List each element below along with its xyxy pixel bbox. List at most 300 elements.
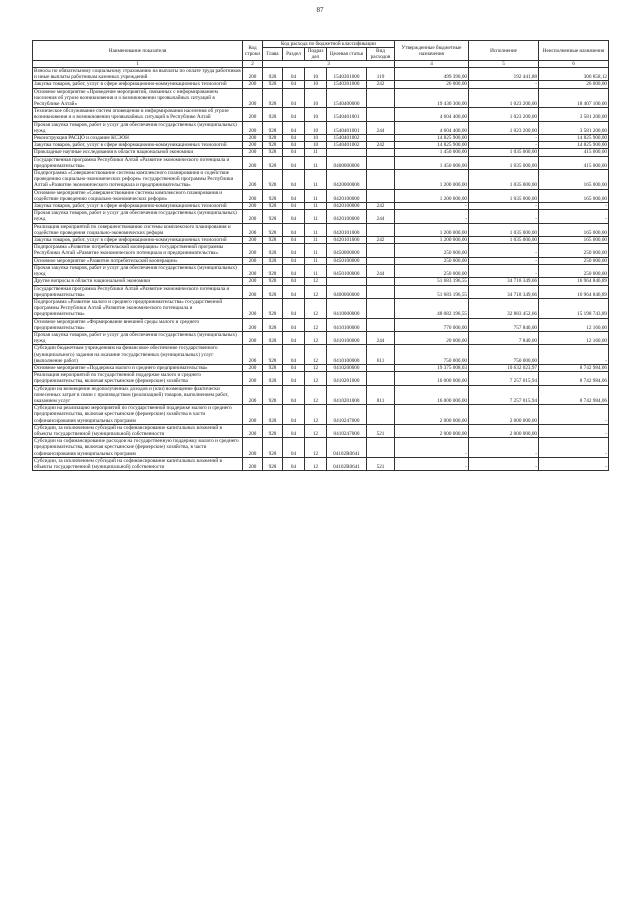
row-approved: 250 000,00 [395,244,469,257]
row-unexecuted: 3 581 200,00 [539,121,609,134]
row-unexecuted: 3 581 200,00 [539,108,609,121]
table-row [33,244,609,257]
row-podrazdel: 12 [305,438,327,458]
row-line-code: 200 [243,438,263,458]
row-executed: - [469,81,539,88]
row-line-code: 200 [243,149,263,156]
row-approved: 1 450 000,00 [395,156,469,169]
row-approved: 1 200 000,00 [395,170,469,190]
table-row [33,142,609,149]
row-expense-type: 244 [367,264,395,277]
row-name: Основное мероприятие «Совершенствование системы комплексного планирования и содействие проведению социально-экономических реформ» [33,189,243,202]
row-razdel: 04 [283,318,305,331]
row-razdel: 04 [283,189,305,202]
row-name: Государственная программа Республики Алтай «Развитие экономического потенциала и предпринимательства» [33,156,243,169]
row-expense-type [367,170,395,190]
table-row [33,364,609,371]
row-name: Государственная программа Республики Алтай «Развитие экономического потенциала и предпринимательства» [33,285,243,298]
row-unexecuted: - [539,345,609,365]
row-executed: 7 257 015,94 [469,372,539,385]
row-name: Реализация мероприятий по государственной поддержке малого и среднего предпринимательства, включая крестьянские (фермерские) хозяйства [33,372,243,385]
row-executed: - [469,210,539,223]
row-target: 1540401002 [327,135,367,142]
row-expense-type [367,318,395,331]
row-expense-type: 242 [367,237,395,244]
row-name: Реконструкция РАСЦО и создание КСЭОН [33,135,243,142]
row-podrazdel: 10 [305,68,327,81]
row-glava: 928 [263,278,283,285]
row-glava: 928 [263,457,283,470]
row-razdel: 04 [283,237,305,244]
row-razdel: 04 [283,121,305,134]
row-name: Закупка товаров, работ, услуг в сфере информационно-коммуникационных технологий [33,203,243,210]
column-number: 1 [33,61,243,68]
row-expense-type [367,405,395,425]
row-unexecuted: - [539,405,609,425]
row-expense-type [367,438,395,458]
row-podrazdel: 12 [305,345,327,365]
header-line-code: Код строки [243,41,263,61]
table-row [33,372,609,385]
row-unexecuted: 8 742 984,06 [539,385,609,405]
header-target: Целевая статья [327,48,367,61]
row-target: 0410201000 [327,385,367,405]
row-name: Прочая закупка товаров, работ и услуг для обеспечения государственных (муниципальных) нужд [33,264,243,277]
row-executed: 34 718 349,66 [469,278,539,285]
row-expense-type: 244 [367,210,395,223]
row-approved: 4 604 400,00 [395,121,469,134]
row-executed: 2 000 000,00 [469,405,539,425]
row-unexecuted: 16 964 846,89 [539,285,609,298]
row-target: 04102R0641 [327,457,367,470]
row-podrazdel: 11 [305,210,327,223]
row-target: 1540401002 [327,142,367,149]
row-unexecuted: 16 964 846,89 [539,278,609,285]
row-line-code: 200 [243,457,263,470]
row-name: Закупка товаров, работ, услуг в сфере информационно-коммуникационных технологий [33,142,243,149]
row-glava: 928 [263,264,283,277]
row-expense-type: 244 [367,121,395,134]
row-approved: 14 825 900,00 [395,142,469,149]
row-executed: 7 840,00 [469,331,539,344]
row-executed: - [469,457,539,470]
row-podrazdel: 11 [305,264,327,277]
table-row [33,257,609,264]
row-podrazdel: 11 [305,156,327,169]
row-name: Другие вопросы в области национальной экономики [33,278,243,285]
row-executed: - [469,135,539,142]
row-name: Основное мероприятие «Формирование внешней среды малого и среднего предпринимательства» [33,318,243,331]
row-target: 04102R0641 [327,438,367,458]
header-glava: Глава [263,48,283,61]
row-executed: 1 035 000,00 [469,170,539,190]
table-row [33,88,609,108]
header-classification: Код расхода по бюджетной классификации [263,41,395,48]
row-name: Прикладные научные исследования в области национальной экономики [33,149,243,156]
row-line-code: 200 [243,331,263,344]
table-row [33,438,609,458]
row-approved: 19 430 300,00 [395,88,469,108]
row-razdel: 04 [283,298,305,318]
row-unexecuted: 8 742 984,06 [539,364,609,371]
row-expense-type [367,189,395,202]
row-expense-type [367,244,395,257]
row-podrazdel: 12 [305,457,327,470]
row-approved: 1 200 000,00 [395,237,469,244]
row-name: Подпрограмма «Развитие потребительской кооперации» государственной программы Республики Алтай «Развитие экономического потенциала и предпринимательства» [33,244,243,257]
row-expense-type [367,364,395,371]
row-target: 0450100000 [327,257,367,264]
row-razdel: 04 [283,156,305,169]
row-unexecuted: 26 000,00 [539,81,609,88]
row-unexecuted: - [539,424,609,437]
row-glava: 928 [263,142,283,149]
row-target: 1540301000 [327,81,367,88]
row-razdel: 04 [283,457,305,470]
row-executed: 32 883 452,66 [469,298,539,318]
row-unexecuted: 8 742 984,06 [539,372,609,385]
row-unexecuted: - [539,203,609,210]
row-target: 1540400000 [327,88,367,108]
row-line-code: 200 [243,385,263,405]
row-expense-type: 244 [367,331,395,344]
row-glava: 928 [263,170,283,190]
row-target: 0410000000 [327,298,367,318]
header-expense-type: Вид расходов [367,48,395,61]
row-line-code: 200 [243,142,263,149]
column-numbers-row [33,61,609,68]
row-executed: 1 035 000,00 [469,149,539,156]
row-glava: 928 [263,223,283,236]
row-podrazdel: 11 [305,244,327,257]
row-line-code: 200 [243,405,263,425]
row-glava: 928 [263,372,283,385]
row-executed: 1 035 000,00 [469,156,539,169]
row-expense-type [367,156,395,169]
row-podrazdel: 12 [305,285,327,298]
row-name: Субсидии бюджетным учреждениям на финансовое обеспечение государственного (муниципального) задания на оказание государственных (муниципальных) услуг (выполнение работ) [33,345,243,365]
row-approved: 16 000 000,00 [395,372,469,385]
table-row [33,345,609,365]
row-podrazdel: 12 [305,278,327,285]
row-razdel: 04 [283,170,305,190]
column-number: 3 [263,61,395,68]
row-line-code: 200 [243,88,263,108]
row-glava: 928 [263,257,283,264]
row-line-code: 200 [243,68,263,81]
row-razdel: 04 [283,149,305,156]
row-podrazdel: 12 [305,372,327,385]
row-razdel: 04 [283,345,305,365]
row-line-code: 200 [243,121,263,134]
row-unexecuted: 12 160,00 [539,331,609,344]
row-executed: 1 023 200,00 [469,108,539,121]
row-line-code: 200 [243,81,263,88]
row-approved: 26 000,00 [395,81,469,88]
header-razdel: Раздел [283,48,305,61]
row-line-code: 200 [243,345,263,365]
row-line-code: 200 [243,278,263,285]
row-podrazdel: 12 [305,385,327,405]
row-razdel: 04 [283,385,305,405]
row-approved: 20 000,00 [395,331,469,344]
row-approved: 250 000,00 [395,264,469,277]
row-executed: - [469,257,539,264]
row-unexecuted: 250 000,00 [539,257,609,264]
row-glava: 928 [263,203,283,210]
table-row [33,170,609,190]
row-podrazdel: 12 [305,331,327,344]
row-approved: 14 825 900,00 [395,135,469,142]
row-target: 0410200000 [327,364,367,371]
row-approved: 51 683 196,55 [395,285,469,298]
row-line-code: 200 [243,298,263,318]
table-row [33,203,609,210]
row-name: Реализация мероприятий по совершенствованию системы комплексного планирования и содействие проведения социально-экономических реформ [33,223,243,236]
row-name: Субсидии, за исключением субсидий на софинансирование капитальных вложений в объекты государственной (муниципальной) собственности [33,424,243,437]
row-line-code: 200 [243,264,263,277]
row-podrazdel: 11 [305,170,327,190]
row-glava: 928 [263,189,283,202]
row-executed: 7 257 015,94 [469,385,539,405]
row-executed: 1 035 000,00 [469,237,539,244]
row-glava: 928 [263,108,283,121]
row-unexecuted: - [539,457,609,470]
row-approved: - [395,457,469,470]
row-razdel: 04 [283,142,305,149]
table-row [33,81,609,88]
row-unexecuted: 165 000,00 [539,170,609,190]
row-podrazdel: 10 [305,88,327,108]
row-line-code: 200 [243,189,263,202]
row-name: Субсидии, за исключением субсидий на софинансирование капитальных вложений в объекты государственной (муниципальной) собственности [33,457,243,470]
row-name: Основное мероприятие «Проведение мероприятий, связанных с информированием населения об угрозе возникновения и о возникновении чрезвычайных ситуаций в Республике Алтай» [33,88,243,108]
row-approved: 2 000 000,00 [395,424,469,437]
row-target: 0420101000 [327,223,367,236]
table-row [33,68,609,81]
row-glava: 928 [263,438,283,458]
row-approved: 499 390,00 [395,68,469,81]
row-glava: 928 [263,385,283,405]
table-row [33,298,609,318]
row-unexecuted: 250 000,00 [539,244,609,257]
table-row [33,385,609,405]
row-expense-type [367,135,395,142]
table-row [33,108,609,121]
row-expense-type [367,149,395,156]
row-expense-type [367,298,395,318]
row-target [327,278,367,285]
row-executed: 1 035 000,00 [469,189,539,202]
row-name: Субсидии на возмещение недополученных доходов и (или) возмещение фактически понесенных затрат в связи с производством (реализацией) товаров, выполнением работ, оказанием услуг [33,385,243,405]
budget-execution-table [32,40,609,471]
row-podrazdel: 12 [305,318,327,331]
row-podrazdel: 11 [305,189,327,202]
row-glava: 928 [263,135,283,142]
row-name: Субсидии на софинансирование расходов на государственную поддержку малого и среднего предпринимательства, включая крестьянские (фермерские) хозяйства, в части софинансирования муниципальных программ [33,438,243,458]
row-glava: 928 [263,318,283,331]
row-razdel: 04 [283,257,305,264]
row-glava: 928 [263,244,283,257]
row-target: 0420101000 [327,237,367,244]
row-approved: 19 375 008,03 [395,364,469,371]
row-unexecuted: - [539,210,609,223]
row-razdel: 04 [283,135,305,142]
row-podrazdel: 12 [305,298,327,318]
row-target [327,149,367,156]
row-name: Закупка товаров, работ, услуг в сфере информационно-коммуникационных технологий [33,81,243,88]
row-glava: 928 [263,88,283,108]
row-unexecuted: 18 407 100,00 [539,88,609,108]
row-razdel: 04 [283,210,305,223]
row-expense-type: 811 [367,385,395,405]
row-executed: - [469,244,539,257]
header-executed: Исполнение [469,41,539,61]
row-approved: - [395,203,469,210]
column-number: 6 [539,61,609,68]
header-approved: Утвержденные бюджетные назначения [395,41,469,61]
row-unexecuted: 415 000,00 [539,149,609,156]
row-razdel: 04 [283,203,305,210]
row-glava: 928 [263,364,283,371]
row-target: 0410247000 [327,424,367,437]
row-line-code: 200 [243,257,263,264]
row-glava: 928 [263,68,283,81]
row-expense-type: 242 [367,81,395,88]
table-row [33,331,609,344]
row-glava: 928 [263,156,283,169]
row-podrazdel: 11 [305,237,327,244]
column-number: 2 [243,61,263,68]
row-approved: 16 000 000,00 [395,385,469,405]
row-target: 0420100000 [327,189,367,202]
row-line-code: 200 [243,135,263,142]
row-name: Основное мероприятие «Развитие потребительской кооперации» [33,257,243,264]
row-razdel: 04 [283,364,305,371]
row-expense-type [367,285,395,298]
row-podrazdel: 10 [305,142,327,149]
row-razdel: 04 [283,244,305,257]
row-target: 0420100000 [327,203,367,210]
row-glava: 928 [263,405,283,425]
row-executed: - [469,142,539,149]
row-line-code: 200 [243,156,263,169]
row-target: 0450100000 [327,264,367,277]
table-row [33,223,609,236]
row-target: 0410201000 [327,372,367,385]
row-podrazdel: 12 [305,424,327,437]
table-row [33,210,609,223]
row-glava: 928 [263,149,283,156]
row-executed: 10 632 023,97 [469,364,539,371]
column-number: 4 [395,61,469,68]
row-executed: - [469,203,539,210]
row-name: Взносы по обязательному социальному страхованию на выплаты по оплате труда работников и иные выплаты работникам казенных учреждений [34,68,241,81]
row-approved: 1 450 000,00 [395,149,469,156]
row-executed: - [469,264,539,277]
row-executed: 1 023 200,00 [469,88,539,108]
row-podrazdel: 12 [305,405,327,425]
row-target: 0420000000 [327,170,367,190]
row-expense-type [367,372,395,385]
row-unexecuted: 165 000,00 [539,237,609,244]
row-target: 0410100000 [327,345,367,365]
row-expense-type: 611 [367,345,395,365]
row-glava: 928 [263,424,283,437]
row-razdel: 04 [283,405,305,425]
row-razdel: 04 [283,108,305,121]
row-line-code: 200 [243,318,263,331]
row-razdel: 04 [283,81,305,88]
row-approved: 1 200 000,00 [395,189,469,202]
row-executed: 1 035 000,00 [469,223,539,236]
row-razdel: 04 [283,372,305,385]
row-podrazdel: 11 [305,203,327,210]
row-name: Техническое обслуживание систем оповещения и информирования населения об угрозе возникновения и о возникновении чрезвычайных ситуаций в Республике Алтай [33,108,243,121]
table-row [33,318,609,331]
row-glava: 928 [263,237,283,244]
table-row [33,424,609,437]
row-target: 1540401001 [327,121,367,134]
row-unexecuted: 14 825 900,00 [539,142,609,149]
row-glava: 928 [263,345,283,365]
row-name: Прочая закупка товаров, работ и услуг для обеспечения государственных (муниципальных) нужд [33,121,243,134]
row-unexecuted: 250 000,00 [539,264,609,277]
row-line-code: 200 [243,364,263,371]
row-approved: 750 000,00 [395,345,469,365]
row-expense-type: 521 [367,457,395,470]
row-name: Закупка товаров, работ, услуг в сфере информационно-коммуникационных технологий [33,237,243,244]
row-name: Прочая закупка товаров, работ и услуг для обеспечения государственных (муниципальных) нужд [33,331,243,344]
row-razdel: 04 [283,278,305,285]
row-unexecuted: 14 825 900,00 [539,135,609,142]
table-row [33,156,609,169]
row-name: Подпрограмма «Совершенствование системы комплексного планирования и содействие проведению социально-экономических реформ» государственной программы Республики Алтай «Развитие экономического потенциала и предпринимательства» [33,170,243,190]
row-podrazdel: 11 [305,149,327,156]
row-target: 0400000000 [327,156,367,169]
table-row [33,278,609,285]
row-podrazdel: 11 [305,257,327,264]
row-line-code: 200 [243,108,263,121]
row-razdel: 04 [283,285,305,298]
table-row [33,135,609,142]
row-approved: - [395,438,469,458]
row-expense-type [367,108,395,121]
row-expense-type [367,257,395,264]
row-line-code: 200 [243,237,263,244]
row-target: 0420100000 [327,210,367,223]
row-line-code: 200 [243,285,263,298]
row-podrazdel: 10 [305,81,327,88]
row-target: 0410247000 [327,405,367,425]
row-approved: 2 000 000,00 [395,405,469,425]
row-line-code: 200 [243,372,263,385]
row-expense-type: 242 [367,142,395,149]
table-row [33,149,609,156]
row-target: 1540401001 [327,108,367,121]
row-target: 0450000000 [327,244,367,257]
row-expense-type [367,278,395,285]
row-approved: 48 082 196,55 [395,298,469,318]
row-approved: - [395,210,469,223]
header-unexecuted: Неисполненные назначения [539,41,609,61]
row-executed: - [469,438,539,458]
row-line-code: 200 [243,223,263,236]
row-name: Прочая закупка товаров, работ и услуг для обеспечения государственных (муниципальных) нужд [33,210,243,223]
row-executed: 750 000,00 [469,345,539,365]
row-target: 0410100000 [327,331,367,344]
row-razdel: 04 [283,264,305,277]
